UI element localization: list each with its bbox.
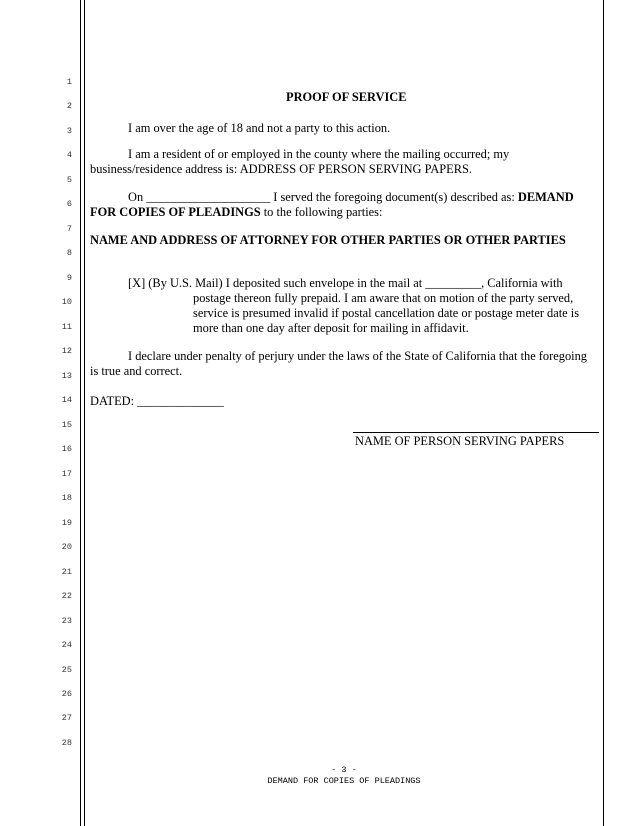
line-number: 3 [66, 125, 72, 136]
signer-name-label: NAME OF PERSON SERVING PAPERS [355, 434, 565, 448]
line-number: 11 [61, 321, 72, 332]
right-margin-rule [603, 0, 604, 826]
line-number: 5 [66, 174, 72, 185]
paragraph-served-line2 [90, 205, 382, 220]
line-number: 26 [61, 689, 72, 699]
line-number: 16 [61, 444, 72, 455]
line-number: 28 [61, 737, 72, 748]
declaration-line2: is true and correct. [90, 364, 183, 378]
line-number: 27 [61, 713, 72, 724]
served-doc-title-part1: DEMAND [517, 190, 574, 204]
served-doc-title-part2: FOR COPIES OF PLEADINGS [90, 205, 261, 219]
paragraph-age: I am over the age of 18 and not a party to this action. [128, 121, 391, 135]
line-number: 17 [61, 468, 72, 479]
line-number: 14 [61, 395, 72, 406]
left-margin-rule-inner [84, 0, 85, 826]
mail-service-line1: [X] (By U.S. Mail) I deposited such envelope in the mail at _________, California with [128, 276, 563, 290]
line-number: 6 [66, 199, 72, 210]
line-number: 23 [61, 615, 72, 626]
document-title: PROOF OF SERVICE [286, 90, 407, 104]
mail-service-line2: postage thereon fully prepaid. I am aware that on motion of the party served, [193, 291, 574, 305]
parties-heading: NAME AND ADDRESS OF ATTORNEY FOR OTHER PARTIES OR OTHER PARTIES [90, 233, 566, 247]
line-number: 22 [61, 591, 72, 602]
line-number: 25 [61, 664, 72, 675]
line-number: 21 [61, 566, 72, 577]
signature-line [353, 432, 599, 433]
line-numbers [0, 0, 72, 826]
line-number: 20 [61, 542, 72, 553]
served-parties-text: to the following parties: [260, 205, 383, 219]
line-number: 24 [61, 640, 72, 651]
line-number: 2 [66, 101, 72, 112]
served-text: On ____________________ I served the foregoing document(s) described as: [128, 190, 518, 204]
paragraph-residence-line1: I am a resident of or employed in the county where the mailing occurred; my [128, 147, 510, 161]
left-margin-rule-outer [80, 0, 81, 826]
page-number: - 3 - [331, 765, 357, 775]
paragraph-served-line1 [128, 190, 574, 205]
line-number: 18 [61, 493, 72, 504]
line-number: 8 [66, 248, 72, 259]
line-number: 15 [61, 419, 72, 430]
declaration-line1: I declare under penalty of perjury under the laws of the State of California that the foregoing [128, 349, 587, 363]
line-number: 12 [61, 346, 72, 357]
paragraph-residence-line2: business/residence address is: ADDRESS OF PERSON SERVING PAPERS. [90, 162, 473, 176]
line-number: 7 [66, 223, 72, 234]
mail-service-line4: more than one day after deposit for mailing in affidavit. [193, 321, 469, 335]
line-number: 9 [66, 272, 72, 283]
line-number: 19 [61, 517, 72, 528]
dated-line: DATED: ______________ [90, 394, 224, 408]
mail-service-line3: service is presumed invalid if postal cancellation date or postage meter date is [193, 306, 580, 320]
line-number: 4 [66, 150, 72, 161]
line-number: 1 [66, 77, 72, 87]
line-number: 13 [61, 370, 72, 381]
footer-doc-title: DEMAND FOR COPIES OF PLEADINGS [267, 776, 421, 786]
line-number: 10 [61, 297, 72, 308]
